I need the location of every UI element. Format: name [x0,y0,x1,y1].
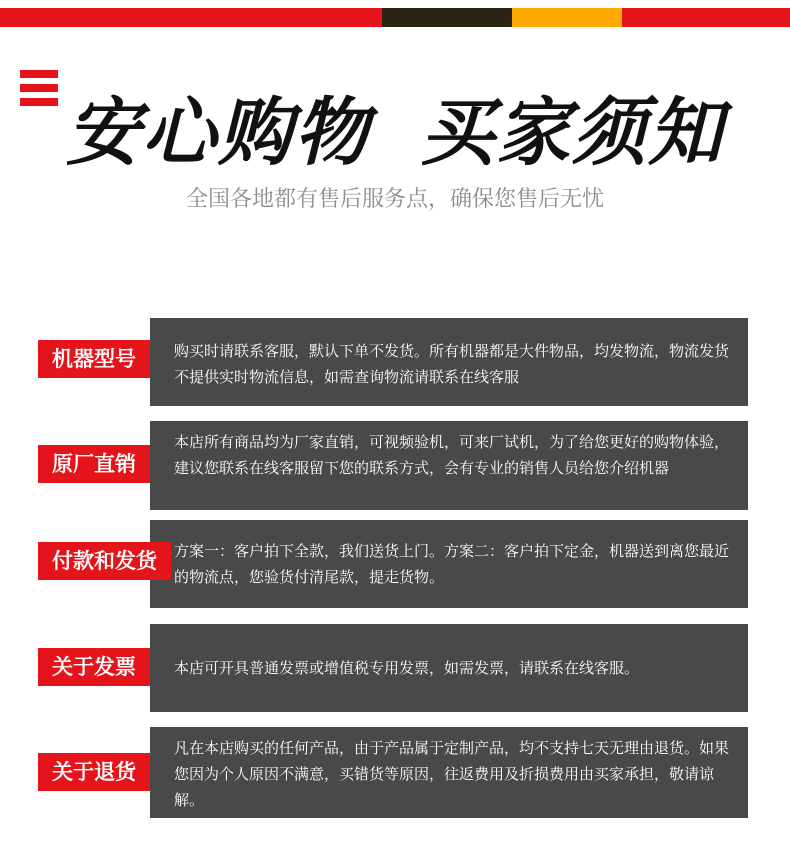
notice-text: 本店所有商品均为厂家直销，可视频验机，可来厂试机，为了给您更好的购物体验，建议您联系在线客服留下您的联系方式，会有专业的销售人员给您介绍机器 [174,433,730,477]
top-bar-red-left [0,8,382,27]
top-bar-dark [382,8,512,27]
notice-text: 本店可开具普通发票或增值税专用发票，如需发票，请联系在线客服。 [174,659,640,677]
notice-text: 方案一：客户拍下全款，我们送货上门。方案二：客户拍下定金，机器送到离您最近的物流点，您验货付清尾款，提走货物。 [174,542,730,586]
notice-item-invoice [0,624,790,712]
notice-label: 付款和发货 [38,542,171,580]
notice-label: 机器型号 [38,340,150,378]
notice-label: 关于发票 [38,648,150,686]
top-bar-orange [512,8,622,27]
page-title [0,88,790,178]
notice-item-returns [0,727,790,818]
top-color-bar [0,8,790,27]
page-subtitle: 全国各地都有售后服务点，确保您售后无忧 [185,187,604,212]
title-right: 买家须知 [420,90,724,176]
notice-text: 购买时请联系客服，默认下单不发货。所有机器都是大件物品，均发物流，物流发货不提供实时物流信息，如需查询物流请联系在线客服 [174,342,730,386]
notice-item-direct-sale [0,421,790,510]
notice-label: 原厂直销 [38,445,150,483]
notice-item-model [0,318,790,406]
top-bar-red-right [622,8,790,27]
notice-label: 关于退货 [38,753,150,791]
notice-text: 凡在本店购买的任何产品，由于产品属于定制产品，均不支持七天无理由退货。如果您因为个人原因不满意，买错货等原因，往返费用及折损费用由买家承担，敬请谅解。 [174,739,730,809]
title-left: 安心购物 [66,90,370,176]
notice-item-payment-shipping [0,520,790,608]
